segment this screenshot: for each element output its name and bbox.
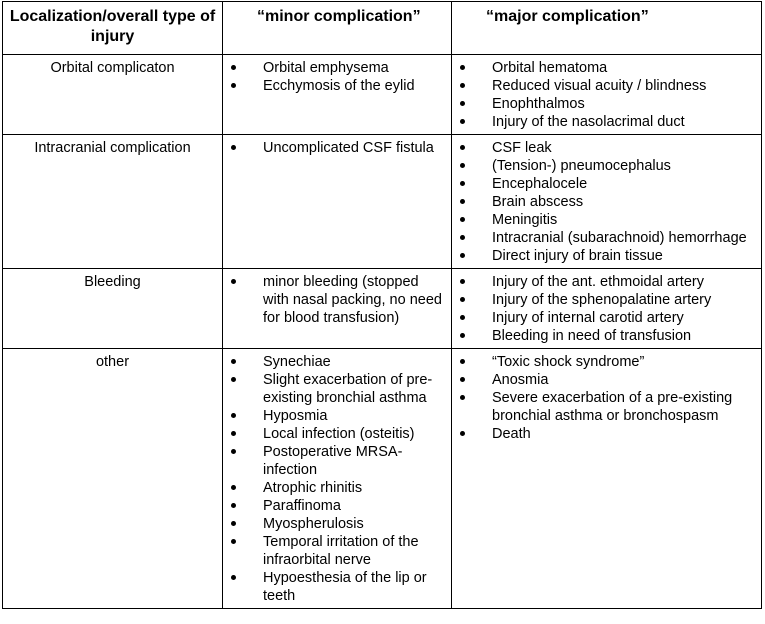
category-cell: other [3, 349, 223, 609]
list-item: (Tension-) pneumocephalus [492, 157, 757, 175]
table-body [3, 55, 762, 609]
list-item: CSF leak [492, 139, 757, 157]
minor-complications-list [227, 273, 447, 327]
major-complications-cell [452, 349, 762, 609]
minor-complications-cell [223, 269, 452, 349]
complications-table [2, 1, 762, 609]
major-complications-cell [452, 55, 762, 135]
list-item: minor bleeding (stopped with nasal packing, no need for blood transfusion) [263, 273, 447, 327]
list-item: Meningitis [492, 211, 757, 229]
major-complications-list [456, 59, 757, 131]
table-row-other [3, 349, 762, 609]
list-item: Myospherulosis [263, 515, 447, 533]
minor-complications-list [227, 353, 447, 605]
list-item: “Toxic shock syndrome” [492, 353, 757, 371]
minor-complications-cell [223, 55, 452, 135]
list-item: Orbital emphysema [263, 59, 447, 77]
list-item: Atrophic rhinitis [263, 479, 447, 497]
table-row-intracranial-complication [3, 135, 762, 269]
list-item: Uncomplicated CSF fistula [263, 139, 447, 157]
list-item: Temporal irritation of the infraorbital nerve [263, 533, 447, 569]
header-row [3, 2, 762, 55]
list-item: Intracranial (subarachnoid) hemorrhage [492, 229, 757, 247]
category-cell: Orbital complicaton [3, 55, 223, 135]
list-item: Enophthalmos [492, 95, 757, 113]
list-item: Bleeding in need of transfusion [492, 327, 757, 345]
category-cell: Intracranial complication [3, 135, 223, 269]
header-major-complication: “major complication” [452, 2, 762, 55]
list-item: Postoperative MRSA-infection [263, 443, 447, 479]
list-item: Direct injury of brain tissue [492, 247, 757, 265]
list-item: Injury of the ant. ethmoidal artery [492, 273, 757, 291]
list-item: Synechiae [263, 353, 447, 371]
list-item: Severe exacerbation of a pre-existing bronchial asthma or bronchospasm [492, 389, 757, 425]
major-complications-list [456, 139, 757, 265]
minor-complications-list [227, 139, 447, 157]
minor-complications-cell [223, 135, 452, 269]
list-item: Injury of internal carotid artery [492, 309, 757, 327]
minor-complications-list [227, 59, 447, 95]
list-item: Slight exacerbation of pre-existing bronchial asthma [263, 371, 447, 407]
list-item: Ecchymosis of the eylid [263, 77, 447, 95]
major-complications-list [456, 273, 757, 345]
list-item: Local infection (osteitis) [263, 425, 447, 443]
header-minor-complication: “minor complication” [223, 2, 452, 55]
major-complications-cell [452, 135, 762, 269]
header-localization: Localization/overall type of injury [3, 2, 223, 55]
list-item: Hyposmia [263, 407, 447, 425]
table-row-orbital-complicaton [3, 55, 762, 135]
list-item: Death [492, 425, 757, 443]
minor-complications-cell [223, 349, 452, 609]
list-item: Anosmia [492, 371, 757, 389]
list-item: Brain abscess [492, 193, 757, 211]
table-row-bleeding [3, 269, 762, 349]
list-item: Encephalocele [492, 175, 757, 193]
list-item: Orbital hematoma [492, 59, 757, 77]
list-item: Paraffinoma [263, 497, 447, 515]
major-complications-cell [452, 269, 762, 349]
major-complications-list [456, 353, 757, 443]
category-cell: Bleeding [3, 269, 223, 349]
list-item: Injury of the nasolacrimal duct [492, 113, 757, 131]
list-item: Hypoesthesia of the lip or teeth [263, 569, 447, 605]
list-item: Injury of the sphenopalatine artery [492, 291, 757, 309]
list-item: Reduced visual acuity / blindness [492, 77, 757, 95]
